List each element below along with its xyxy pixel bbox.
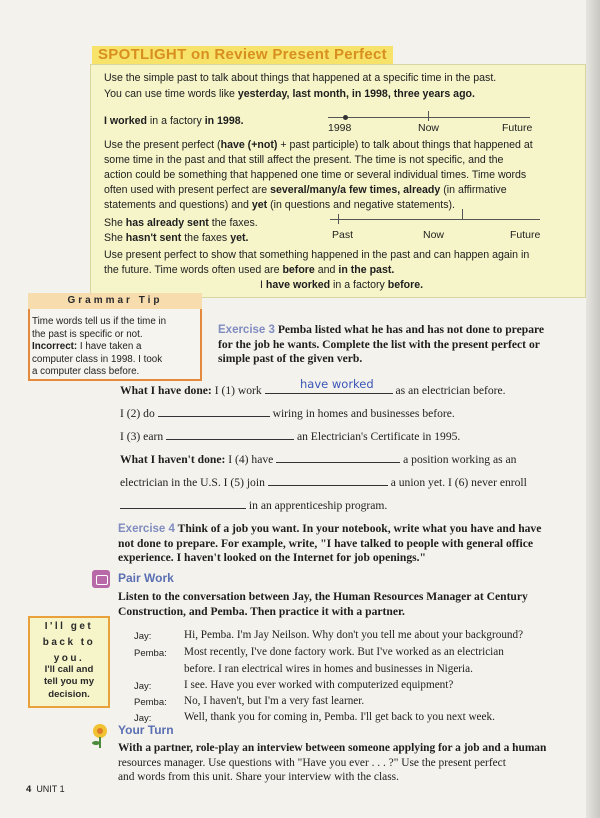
pair-work-intro <box>118 590 598 619</box>
text-bold: have (+not) <box>220 139 278 151</box>
text: the faxes. <box>208 217 258 229</box>
exercise4-label: Exercise 4 <box>118 523 175 535</box>
ill-get-back-heading <box>28 619 110 667</box>
dialog-speaker: Pemba: <box>134 697 167 708</box>
text: in a factory <box>146 115 205 127</box>
unit-label: UNIT 1 <box>36 784 65 794</box>
exercise3-label: Exercise 3 <box>218 324 275 336</box>
grammar-tip-line: computer class in 1998. I took <box>32 353 163 365</box>
text: (in questions and negative statements). <box>267 199 455 211</box>
spotlight-title-b: on Review Present Perfect <box>186 46 387 63</box>
heading-line: back to <box>42 637 96 648</box>
text: Think of a job you want. In your notebook, write what you have and have <box>174 522 542 535</box>
spotlight-example4 <box>260 278 423 293</box>
text: a union yet. I (6) never enroll <box>387 476 527 489</box>
text-bold: several/many/a few times, already <box>270 184 441 196</box>
spotlight-example1 <box>104 114 244 129</box>
exercise4-line1 <box>118 522 598 537</box>
exercise3-instructions <box>218 323 598 367</box>
your-turn-title: Your Turn <box>118 723 174 737</box>
text-bold: has already sent <box>125 217 209 229</box>
exercise4-line3: experience. I haven't looked on the Internet for job openings." <box>118 551 426 565</box>
text: the faxes <box>181 232 231 244</box>
dialog-line: Hi, Pemba. I'm Jay Neilson. Why don't you tell me about your background? <box>184 629 524 641</box>
grammar-tip-line <box>32 341 200 354</box>
dialog-line: Most recently, I've done factory work. But I've worked as an electrician <box>184 646 504 658</box>
page-binding-shadow <box>586 0 600 818</box>
pair-work-title: Pair Work <box>118 571 174 585</box>
text: the future. Time words often used are <box>104 264 283 276</box>
grammar-tip-line: the past is specific or not. <box>32 328 143 340</box>
exercise4-line2: not done to prepare. For example, write, "I have talked to people with general office <box>118 536 534 550</box>
text: I (3) earn <box>120 430 164 443</box>
incorrect-label: Incorrect: <box>32 341 78 353</box>
spotlight-p2-line5 <box>104 198 455 213</box>
spotlight-example3 <box>104 231 248 246</box>
timeline1-now-tick <box>428 111 429 121</box>
text-bold: What I have done: <box>120 384 212 397</box>
spotlight-p1-line2 <box>104 87 475 102</box>
grammar-tip-line: a computer class before. <box>32 366 140 378</box>
text: She <box>104 217 126 229</box>
timeline2-now-tick <box>462 209 463 219</box>
exercise3-line3: simple past of the given verb. <box>218 352 363 366</box>
timeline2-label-past: Past <box>332 229 354 241</box>
dialog-line: I see. Have you ever worked with computerized equipment? <box>184 679 454 691</box>
text: I (4) have <box>225 453 274 466</box>
pair-work-intro-line2: Construction, and Pemba. Then practice it with a partner. <box>118 604 405 618</box>
text: statements and questions) and <box>104 199 252 211</box>
heading-line: I'll get <box>44 621 94 632</box>
exercise3-item5 <box>120 474 527 489</box>
text: Pemba listed what he has and has not done to prepare <box>274 323 545 336</box>
text: I (1) work <box>211 384 262 397</box>
your-turn-line1: With a partner, role-play an interview between someone applying for a job and a human <box>118 742 547 754</box>
your-turn-icon <box>90 722 110 750</box>
dialog-line: Well, thank you for coming in, Pemba. I'll get back to you next week. <box>184 711 495 723</box>
text: Use the present perfect ( <box>104 139 221 151</box>
spotlight-p3-line1: Use present perfect to show that something happened in the past and can happen again in <box>104 249 530 261</box>
answer-blank[interactable] <box>166 428 294 440</box>
spotlight-title-a: SPOTLIGHT <box>98 46 187 63</box>
page-number: 4 <box>26 784 32 795</box>
text-bold: yesterday, last month, in 1998, three years ago. <box>237 88 475 100</box>
answer-blank[interactable] <box>276 451 400 463</box>
pair-work-icon <box>92 570 110 588</box>
dialog-speaker: Jay: <box>134 631 152 642</box>
exercise3-item4 <box>120 451 516 466</box>
spotlight-p3-line2 <box>104 263 394 278</box>
text: (in affirmative <box>440 184 507 196</box>
grammar-tip-heading: Grammar Tip <box>28 293 202 309</box>
spotlight-p2-line3: action could be something that happened one time or several individual times. Time words <box>104 169 527 181</box>
text: as an electrician before. <box>392 384 506 397</box>
answer-blank[interactable] <box>120 497 246 509</box>
text: She <box>104 232 126 244</box>
timeline1-label-1998: 1998 <box>328 122 352 134</box>
exercise3-item2 <box>120 405 455 420</box>
text-bold: before <box>282 264 315 276</box>
text: a position working as an <box>400 453 517 466</box>
exercise3-item3 <box>120 428 460 443</box>
text-line: tell you my <box>43 676 95 688</box>
dialog-line: before. I ran electrical wires in homes and businesses in Nigeria. <box>184 663 473 675</box>
handwritten-answer: have worked <box>300 377 374 391</box>
spotlight-p1-line1: Use the simple past to talk about things that happened at a specific time in the past. <box>104 72 497 84</box>
page-footer <box>26 784 65 795</box>
timeline1-dot <box>343 115 348 120</box>
text-bold: I worked <box>104 115 147 127</box>
text-line: decision. <box>48 688 90 700</box>
heading-line: you. <box>53 653 85 664</box>
text-bold: hasn't sent <box>125 232 182 244</box>
your-turn-line3: and words from this unit. Share your interview with the class. <box>118 771 399 784</box>
text-bold: in 1998. <box>204 115 244 127</box>
text: + past participle) to talk about things that happened at <box>277 139 533 151</box>
dialog-speaker: Jay: <box>134 681 152 692</box>
timeline2-label-now: Now <box>423 229 445 241</box>
text: electrician in the U.S. I (5) join <box>120 476 265 489</box>
text: and <box>314 264 339 276</box>
text: You can use time words like <box>104 88 238 100</box>
timeline2-line <box>330 219 540 220</box>
timeline1-label-now: Now <box>418 122 440 134</box>
timeline1-label-future: Future <box>502 122 533 134</box>
spotlight-p2-line2: some time in the past and that still affect the present. The time is not specific, and the <box>104 154 504 166</box>
exercise3-line2: for the job he wants. Complete the list with the present perfect or <box>218 337 540 351</box>
spotlight-p2-line4 <box>104 183 507 198</box>
exercise3-line1 <box>218 323 598 338</box>
dialog-speaker: Jay: <box>134 713 152 724</box>
text-bold: in the past. <box>338 264 395 276</box>
text-bold: before. <box>387 279 424 291</box>
timeline1-line <box>328 117 530 118</box>
your-turn-text <box>118 741 598 785</box>
text-bold: yet <box>251 199 268 211</box>
spotlight-example2 <box>104 216 258 231</box>
text-line: I'll call and <box>44 664 94 675</box>
dialog-line: No, I haven't, but I'm a very fast learner. <box>184 695 365 707</box>
answer-blank[interactable] <box>268 474 388 486</box>
timeline2-label-future: Future <box>510 229 541 241</box>
text: often used with present perfect are <box>104 184 271 196</box>
grammar-tip-line: Time words tell us if the time in <box>32 316 167 327</box>
timeline2-tick-a <box>338 214 339 224</box>
text: an Electrician's Certificate in 1995. <box>294 430 461 443</box>
pair-work-intro-line1: Listen to the conversation between Jay, the Human Resources Manager at Century <box>118 590 528 603</box>
your-turn-line2: resources manager. Use questions with "Have you ever . . . ?" Use the present perfect <box>118 756 506 769</box>
exercise4-instructions <box>118 522 598 566</box>
text-bold: have worked <box>265 279 331 291</box>
dialog-speaker: Pemba: <box>134 648 167 659</box>
spotlight-title <box>92 46 393 64</box>
text: in an apprenticeship program. <box>246 499 388 512</box>
ill-get-back-text <box>30 664 108 701</box>
text-bold: yet. <box>230 232 249 244</box>
text: I have taken a <box>77 341 142 353</box>
answer-blank[interactable] <box>158 405 270 417</box>
text-bold: What I haven't done: <box>120 453 226 466</box>
text: I (2) do <box>120 407 155 420</box>
exercise3-item6 <box>120 497 387 512</box>
spotlight-p2-line1 <box>104 138 533 153</box>
grammar-tip-text <box>32 316 200 379</box>
text: wiring in homes and businesses before. <box>269 407 455 420</box>
text: I <box>260 279 266 291</box>
text: in a factory <box>330 279 388 291</box>
